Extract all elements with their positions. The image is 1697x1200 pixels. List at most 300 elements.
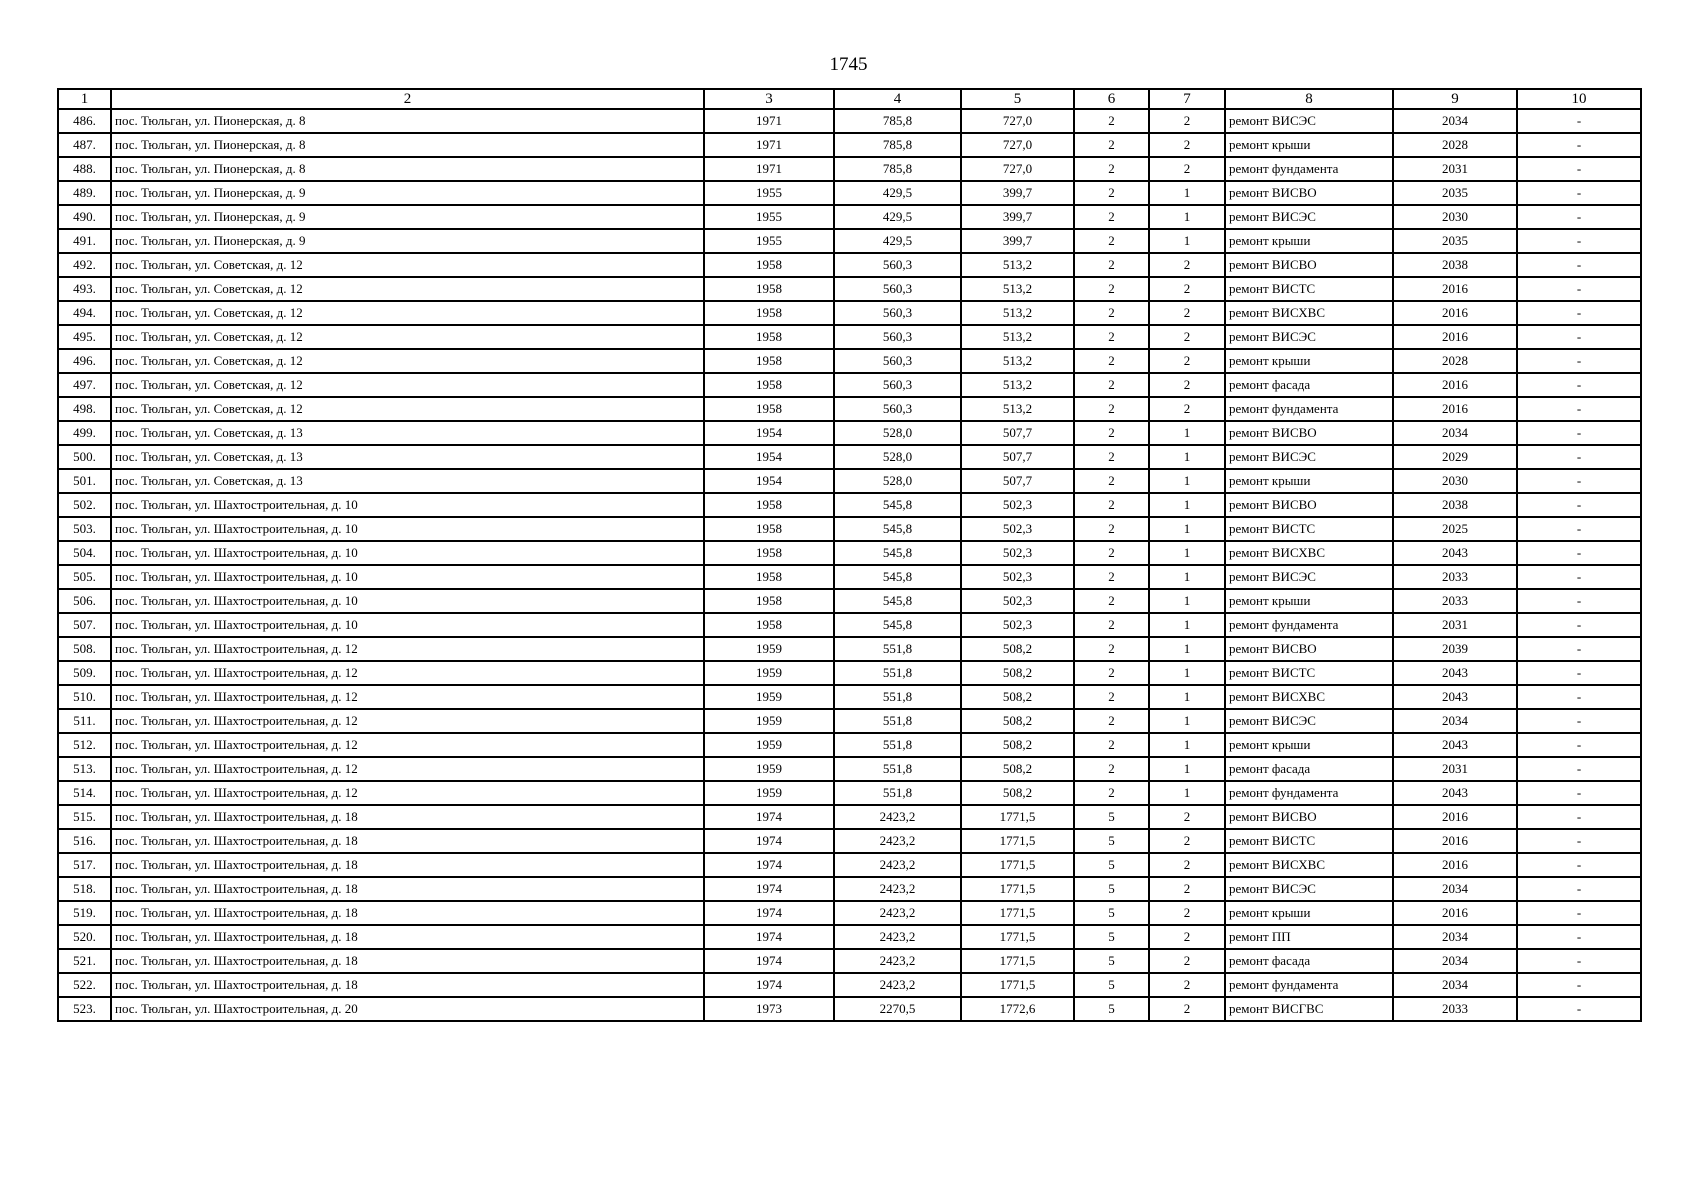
cell-total-area: 785,8 bbox=[834, 133, 961, 157]
cell-entrances: 1 bbox=[1149, 445, 1225, 469]
cell-living-area: 399,7 bbox=[961, 229, 1074, 253]
cell-floors: 2 bbox=[1074, 661, 1149, 685]
cell-work-type: ремонт крыши bbox=[1225, 469, 1393, 493]
cell-entrances: 1 bbox=[1149, 421, 1225, 445]
cell-build-year: 1959 bbox=[704, 709, 834, 733]
cell-note: - bbox=[1517, 397, 1641, 421]
cell-note: - bbox=[1517, 997, 1641, 1021]
cell-row-number: 516. bbox=[58, 829, 111, 853]
cell-row-number: 489. bbox=[58, 181, 111, 205]
cell-note: - bbox=[1517, 133, 1641, 157]
cell-note: - bbox=[1517, 373, 1641, 397]
column-header-entrances: 7 bbox=[1149, 89, 1225, 109]
cell-living-area: 513,2 bbox=[961, 373, 1074, 397]
cell-row-number: 509. bbox=[58, 661, 111, 685]
cell-row-number: 522. bbox=[58, 973, 111, 997]
cell-living-area: 1772,6 bbox=[961, 997, 1074, 1021]
cell-note: - bbox=[1517, 253, 1641, 277]
cell-note: - bbox=[1517, 829, 1641, 853]
cell-address: пос. Тюльган, ул. Советская, д. 12 bbox=[111, 277, 704, 301]
cell-floors: 5 bbox=[1074, 877, 1149, 901]
table-row bbox=[58, 253, 1641, 277]
cell-work-type: ремонт ВИСХВС bbox=[1225, 541, 1393, 565]
cell-work-type: ремонт ВИСВО bbox=[1225, 805, 1393, 829]
cell-total-area: 545,8 bbox=[834, 565, 961, 589]
cell-entrances: 2 bbox=[1149, 109, 1225, 133]
cell-note: - bbox=[1517, 877, 1641, 901]
cell-living-area: 513,2 bbox=[961, 325, 1074, 349]
cell-entrances: 2 bbox=[1149, 925, 1225, 949]
cell-living-area: 507,7 bbox=[961, 445, 1074, 469]
cell-floors: 2 bbox=[1074, 277, 1149, 301]
cell-planned-year: 2016 bbox=[1393, 301, 1517, 325]
cell-address: пос. Тюльган, ул. Советская, д. 12 bbox=[111, 397, 704, 421]
cell-address: пос. Тюльган, ул. Советская, д. 13 bbox=[111, 445, 704, 469]
table-row bbox=[58, 901, 1641, 925]
cell-planned-year: 2038 bbox=[1393, 493, 1517, 517]
cell-living-area: 513,2 bbox=[961, 397, 1074, 421]
cell-note: - bbox=[1517, 925, 1641, 949]
cell-note: - bbox=[1517, 445, 1641, 469]
cell-work-type: ремонт ВИСЭС bbox=[1225, 565, 1393, 589]
cell-total-area: 2423,2 bbox=[834, 973, 961, 997]
cell-living-area: 502,3 bbox=[961, 613, 1074, 637]
cell-floors: 2 bbox=[1074, 349, 1149, 373]
cell-planned-year: 2034 bbox=[1393, 949, 1517, 973]
cell-address: пос. Тюльган, ул. Шахтостроительная, д. 10 bbox=[111, 517, 704, 541]
cell-work-type: ремонт ВИСЭС bbox=[1225, 445, 1393, 469]
cell-total-area: 528,0 bbox=[834, 421, 961, 445]
cell-row-number: 488. bbox=[58, 157, 111, 181]
cell-entrances: 2 bbox=[1149, 373, 1225, 397]
cell-work-type: ремонт крыши bbox=[1225, 733, 1393, 757]
cell-living-area: 502,3 bbox=[961, 541, 1074, 565]
cell-address: пос. Тюльган, ул. Шахтостроительная, д. 12 bbox=[111, 733, 704, 757]
cell-total-area: 560,3 bbox=[834, 277, 961, 301]
column-header-note: 10 bbox=[1517, 89, 1641, 109]
cell-planned-year: 2033 bbox=[1393, 589, 1517, 613]
cell-row-number: 500. bbox=[58, 445, 111, 469]
cell-row-number: 507. bbox=[58, 613, 111, 637]
cell-address: пос. Тюльган, ул. Пионерская, д. 8 bbox=[111, 157, 704, 181]
table-row bbox=[58, 181, 1641, 205]
cell-address: пос. Тюльган, ул. Советская, д. 12 bbox=[111, 253, 704, 277]
cell-row-number: 492. bbox=[58, 253, 111, 277]
cell-entrances: 2 bbox=[1149, 877, 1225, 901]
cell-address: пос. Тюльган, ул. Шахтостроительная, д. 12 bbox=[111, 757, 704, 781]
table-body bbox=[58, 89, 1641, 1021]
cell-floors: 5 bbox=[1074, 997, 1149, 1021]
cell-row-number: 511. bbox=[58, 709, 111, 733]
cell-living-area: 1771,5 bbox=[961, 901, 1074, 925]
cell-floors: 5 bbox=[1074, 805, 1149, 829]
cell-total-area: 2423,2 bbox=[834, 853, 961, 877]
cell-row-number: 503. bbox=[58, 517, 111, 541]
cell-floors: 5 bbox=[1074, 901, 1149, 925]
table-row bbox=[58, 685, 1641, 709]
cell-address: пос. Тюльган, ул. Пионерская, д. 9 bbox=[111, 229, 704, 253]
cell-total-area: 785,8 bbox=[834, 109, 961, 133]
cell-address: пос. Тюльган, ул. Шахтостроительная, д. 10 bbox=[111, 589, 704, 613]
cell-work-type: ремонт ВИСЭС bbox=[1225, 109, 1393, 133]
cell-total-area: 545,8 bbox=[834, 541, 961, 565]
cell-living-area: 508,2 bbox=[961, 733, 1074, 757]
cell-work-type: ремонт фундамента bbox=[1225, 973, 1393, 997]
cell-build-year: 1958 bbox=[704, 325, 834, 349]
cell-floors: 2 bbox=[1074, 301, 1149, 325]
cell-note: - bbox=[1517, 277, 1641, 301]
header-row bbox=[58, 89, 1641, 109]
table-row bbox=[58, 877, 1641, 901]
cell-build-year: 1958 bbox=[704, 301, 834, 325]
cell-row-number: 513. bbox=[58, 757, 111, 781]
table-row bbox=[58, 829, 1641, 853]
cell-total-area: 528,0 bbox=[834, 445, 961, 469]
cell-total-area: 551,8 bbox=[834, 685, 961, 709]
cell-entrances: 2 bbox=[1149, 157, 1225, 181]
cell-note: - bbox=[1517, 949, 1641, 973]
cell-living-area: 508,2 bbox=[961, 709, 1074, 733]
cell-total-area: 545,8 bbox=[834, 517, 961, 541]
cell-total-area: 545,8 bbox=[834, 613, 961, 637]
cell-floors: 2 bbox=[1074, 469, 1149, 493]
cell-note: - bbox=[1517, 109, 1641, 133]
cell-planned-year: 2031 bbox=[1393, 157, 1517, 181]
cell-entrances: 1 bbox=[1149, 181, 1225, 205]
cell-floors: 2 bbox=[1074, 589, 1149, 613]
cell-planned-year: 2039 bbox=[1393, 637, 1517, 661]
column-header-planned-year: 9 bbox=[1393, 89, 1517, 109]
cell-build-year: 1974 bbox=[704, 805, 834, 829]
table-row bbox=[58, 757, 1641, 781]
cell-work-type: ремонт фасада bbox=[1225, 373, 1393, 397]
cell-build-year: 1958 bbox=[704, 493, 834, 517]
table-row bbox=[58, 397, 1641, 421]
cell-work-type: ремонт ВИСТС bbox=[1225, 661, 1393, 685]
cell-build-year: 1971 bbox=[704, 157, 834, 181]
cell-living-area: 508,2 bbox=[961, 661, 1074, 685]
cell-floors: 5 bbox=[1074, 949, 1149, 973]
cell-living-area: 399,7 bbox=[961, 181, 1074, 205]
cell-floors: 2 bbox=[1074, 709, 1149, 733]
cell-row-number: 495. bbox=[58, 325, 111, 349]
cell-work-type: ремонт крыши bbox=[1225, 349, 1393, 373]
cell-address: пос. Тюльган, ул. Шахтостроительная, д. 10 bbox=[111, 565, 704, 589]
cell-work-type: ремонт ВИСВО bbox=[1225, 421, 1393, 445]
cell-total-area: 551,8 bbox=[834, 661, 961, 685]
cell-total-area: 551,8 bbox=[834, 757, 961, 781]
cell-living-area: 727,0 bbox=[961, 157, 1074, 181]
cell-note: - bbox=[1517, 733, 1641, 757]
table-row bbox=[58, 469, 1641, 493]
cell-row-number: 493. bbox=[58, 277, 111, 301]
cell-build-year: 1971 bbox=[704, 133, 834, 157]
cell-entrances: 2 bbox=[1149, 301, 1225, 325]
cell-build-year: 1974 bbox=[704, 877, 834, 901]
cell-living-area: 1771,5 bbox=[961, 805, 1074, 829]
cell-living-area: 1771,5 bbox=[961, 853, 1074, 877]
cell-living-area: 507,7 bbox=[961, 421, 1074, 445]
cell-row-number: 499. bbox=[58, 421, 111, 445]
cell-address: пос. Тюльган, ул. Советская, д. 12 bbox=[111, 325, 704, 349]
cell-living-area: 1771,5 bbox=[961, 949, 1074, 973]
cell-row-number: 504. bbox=[58, 541, 111, 565]
cell-planned-year: 2034 bbox=[1393, 877, 1517, 901]
cell-floors: 2 bbox=[1074, 373, 1149, 397]
table-row bbox=[58, 781, 1641, 805]
cell-entrances: 1 bbox=[1149, 493, 1225, 517]
cell-row-number: 502. bbox=[58, 493, 111, 517]
cell-floors: 2 bbox=[1074, 133, 1149, 157]
cell-row-number: 508. bbox=[58, 637, 111, 661]
cell-note: - bbox=[1517, 757, 1641, 781]
cell-total-area: 2423,2 bbox=[834, 805, 961, 829]
cell-total-area: 429,5 bbox=[834, 229, 961, 253]
table-row bbox=[58, 805, 1641, 829]
cell-total-area: 545,8 bbox=[834, 493, 961, 517]
cell-build-year: 1954 bbox=[704, 421, 834, 445]
cell-row-number: 497. bbox=[58, 373, 111, 397]
cell-note: - bbox=[1517, 901, 1641, 925]
cell-work-type: ремонт крыши bbox=[1225, 589, 1393, 613]
table-row bbox=[58, 661, 1641, 685]
cell-living-area: 508,2 bbox=[961, 637, 1074, 661]
cell-living-area: 727,0 bbox=[961, 109, 1074, 133]
cell-address: пос. Тюльган, ул. Шахтостроительная, д. 18 bbox=[111, 925, 704, 949]
cell-build-year: 1958 bbox=[704, 349, 834, 373]
cell-entrances: 1 bbox=[1149, 517, 1225, 541]
cell-work-type: ремонт фундамента bbox=[1225, 157, 1393, 181]
cell-total-area: 785,8 bbox=[834, 157, 961, 181]
cell-planned-year: 2031 bbox=[1393, 757, 1517, 781]
table-row bbox=[58, 973, 1641, 997]
cell-entrances: 2 bbox=[1149, 997, 1225, 1021]
cell-work-type: ремонт крыши bbox=[1225, 229, 1393, 253]
cell-living-area: 507,7 bbox=[961, 469, 1074, 493]
cell-total-area: 551,8 bbox=[834, 781, 961, 805]
cell-entrances: 2 bbox=[1149, 853, 1225, 877]
cell-work-type: ремонт ВИСВО bbox=[1225, 253, 1393, 277]
cell-row-number: 494. bbox=[58, 301, 111, 325]
cell-entrances: 2 bbox=[1149, 349, 1225, 373]
cell-build-year: 1958 bbox=[704, 613, 834, 637]
cell-work-type: ремонт ВИСВО bbox=[1225, 493, 1393, 517]
cell-note: - bbox=[1517, 781, 1641, 805]
cell-floors: 5 bbox=[1074, 925, 1149, 949]
cell-living-area: 508,2 bbox=[961, 685, 1074, 709]
cell-entrances: 1 bbox=[1149, 541, 1225, 565]
cell-total-area: 2423,2 bbox=[834, 901, 961, 925]
cell-address: пос. Тюльган, ул. Шахтостроительная, д. 12 bbox=[111, 781, 704, 805]
cell-work-type: ремонт ВИСТС bbox=[1225, 277, 1393, 301]
cell-note: - bbox=[1517, 349, 1641, 373]
cell-note: - bbox=[1517, 517, 1641, 541]
cell-total-area: 560,3 bbox=[834, 325, 961, 349]
cell-note: - bbox=[1517, 661, 1641, 685]
cell-row-number: 501. bbox=[58, 469, 111, 493]
cell-floors: 2 bbox=[1074, 637, 1149, 661]
cell-note: - bbox=[1517, 565, 1641, 589]
cell-address: пос. Тюльган, ул. Шахтостроительная, д. 12 bbox=[111, 685, 704, 709]
cell-entrances: 2 bbox=[1149, 253, 1225, 277]
cell-build-year: 1974 bbox=[704, 901, 834, 925]
cell-address: пос. Тюльган, ул. Шахтостроительная, д. 18 bbox=[111, 973, 704, 997]
cell-address: пос. Тюльган, ул. Шахтостроительная, д. 20 bbox=[111, 997, 704, 1021]
table-row bbox=[58, 997, 1641, 1021]
cell-address: пос. Тюльган, ул. Шахтостроительная, д. 12 bbox=[111, 661, 704, 685]
column-header-floors: 6 bbox=[1074, 89, 1149, 109]
cell-address: пос. Тюльган, ул. Советская, д. 13 bbox=[111, 469, 704, 493]
repair-schedule-table bbox=[57, 88, 1642, 1022]
cell-floors: 2 bbox=[1074, 253, 1149, 277]
cell-address: пос. Тюльган, ул. Шахтостроительная, д. 10 bbox=[111, 613, 704, 637]
cell-work-type: ремонт ВИСХВС bbox=[1225, 853, 1393, 877]
cell-planned-year: 2038 bbox=[1393, 253, 1517, 277]
cell-planned-year: 2016 bbox=[1393, 277, 1517, 301]
cell-floors: 2 bbox=[1074, 757, 1149, 781]
cell-floors: 2 bbox=[1074, 109, 1149, 133]
cell-address: пос. Тюльган, ул. Пионерская, д. 9 bbox=[111, 181, 704, 205]
cell-address: пос. Тюльган, ул. Шахтостроительная, д. 18 bbox=[111, 901, 704, 925]
cell-note: - bbox=[1517, 301, 1641, 325]
cell-build-year: 1955 bbox=[704, 181, 834, 205]
cell-work-type: ремонт фундамента bbox=[1225, 613, 1393, 637]
table-row bbox=[58, 949, 1641, 973]
cell-address: пос. Тюльган, ул. Шахтостроительная, д. 18 bbox=[111, 949, 704, 973]
cell-planned-year: 2043 bbox=[1393, 685, 1517, 709]
cell-row-number: 523. bbox=[58, 997, 111, 1021]
cell-entrances: 1 bbox=[1149, 661, 1225, 685]
table-row bbox=[58, 205, 1641, 229]
cell-note: - bbox=[1517, 589, 1641, 613]
cell-total-area: 2423,2 bbox=[834, 829, 961, 853]
cell-entrances: 1 bbox=[1149, 733, 1225, 757]
cell-entrances: 1 bbox=[1149, 565, 1225, 589]
cell-entrances: 1 bbox=[1149, 589, 1225, 613]
cell-build-year: 1955 bbox=[704, 229, 834, 253]
table-row bbox=[58, 445, 1641, 469]
cell-entrances: 1 bbox=[1149, 757, 1225, 781]
cell-living-area: 502,3 bbox=[961, 517, 1074, 541]
cell-planned-year: 2016 bbox=[1393, 901, 1517, 925]
cell-living-area: 399,7 bbox=[961, 205, 1074, 229]
cell-planned-year: 2030 bbox=[1393, 205, 1517, 229]
column-header-living-area: 5 bbox=[961, 89, 1074, 109]
cell-entrances: 2 bbox=[1149, 277, 1225, 301]
cell-floors: 2 bbox=[1074, 733, 1149, 757]
table-row bbox=[58, 133, 1641, 157]
cell-entrances: 2 bbox=[1149, 325, 1225, 349]
cell-living-area: 727,0 bbox=[961, 133, 1074, 157]
cell-build-year: 1974 bbox=[704, 949, 834, 973]
cell-work-type: ремонт ВИСЭС bbox=[1225, 325, 1393, 349]
cell-note: - bbox=[1517, 421, 1641, 445]
cell-work-type: ремонт ПП bbox=[1225, 925, 1393, 949]
cell-planned-year: 2035 bbox=[1393, 229, 1517, 253]
cell-row-number: 517. bbox=[58, 853, 111, 877]
cell-build-year: 1958 bbox=[704, 565, 834, 589]
cell-floors: 5 bbox=[1074, 973, 1149, 997]
column-header-address: 2 bbox=[111, 89, 704, 109]
cell-address: пос. Тюльган, ул. Пионерская, д. 8 bbox=[111, 109, 704, 133]
cell-planned-year: 2035 bbox=[1393, 181, 1517, 205]
cell-total-area: 560,3 bbox=[834, 397, 961, 421]
cell-floors: 2 bbox=[1074, 781, 1149, 805]
cell-floors: 2 bbox=[1074, 181, 1149, 205]
cell-row-number: 491. bbox=[58, 229, 111, 253]
cell-build-year: 1959 bbox=[704, 685, 834, 709]
cell-planned-year: 2034 bbox=[1393, 973, 1517, 997]
table-row bbox=[58, 157, 1641, 181]
cell-total-area: 2423,2 bbox=[834, 877, 961, 901]
cell-row-number: 498. bbox=[58, 397, 111, 421]
cell-address: пос. Тюльган, ул. Шахтостроительная, д. 18 bbox=[111, 853, 704, 877]
cell-entrances: 1 bbox=[1149, 613, 1225, 637]
cell-build-year: 1973 bbox=[704, 997, 834, 1021]
cell-planned-year: 2030 bbox=[1393, 469, 1517, 493]
cell-work-type: ремонт фасада bbox=[1225, 949, 1393, 973]
cell-build-year: 1959 bbox=[704, 661, 834, 685]
cell-floors: 2 bbox=[1074, 685, 1149, 709]
cell-total-area: 551,8 bbox=[834, 637, 961, 661]
cell-total-area: 560,3 bbox=[834, 253, 961, 277]
cell-note: - bbox=[1517, 973, 1641, 997]
cell-floors: 2 bbox=[1074, 445, 1149, 469]
cell-entrances: 1 bbox=[1149, 229, 1225, 253]
cell-entrances: 1 bbox=[1149, 205, 1225, 229]
cell-total-area: 2423,2 bbox=[834, 949, 961, 973]
cell-work-type: ремонт ВИСХВС bbox=[1225, 301, 1393, 325]
cell-note: - bbox=[1517, 493, 1641, 517]
cell-build-year: 1954 bbox=[704, 469, 834, 493]
table-row bbox=[58, 541, 1641, 565]
cell-work-type: ремонт крыши bbox=[1225, 901, 1393, 925]
cell-planned-year: 2034 bbox=[1393, 421, 1517, 445]
cell-floors: 2 bbox=[1074, 421, 1149, 445]
cell-build-year: 1974 bbox=[704, 829, 834, 853]
cell-work-type: ремонт ВИСВО bbox=[1225, 181, 1393, 205]
cell-planned-year: 2043 bbox=[1393, 541, 1517, 565]
cell-build-year: 1958 bbox=[704, 253, 834, 277]
cell-entrances: 1 bbox=[1149, 637, 1225, 661]
cell-total-area: 551,8 bbox=[834, 709, 961, 733]
cell-planned-year: 2016 bbox=[1393, 829, 1517, 853]
cell-planned-year: 2043 bbox=[1393, 661, 1517, 685]
cell-entrances: 2 bbox=[1149, 829, 1225, 853]
cell-total-area: 429,5 bbox=[834, 181, 961, 205]
cell-total-area: 2423,2 bbox=[834, 925, 961, 949]
cell-note: - bbox=[1517, 469, 1641, 493]
cell-floors: 2 bbox=[1074, 517, 1149, 541]
cell-address: пос. Тюльган, ул. Пионерская, д. 8 bbox=[111, 133, 704, 157]
cell-floors: 5 bbox=[1074, 829, 1149, 853]
cell-total-area: 560,3 bbox=[834, 301, 961, 325]
table-row bbox=[58, 109, 1641, 133]
cell-work-type: ремонт ВИСТС bbox=[1225, 517, 1393, 541]
cell-row-number: 515. bbox=[58, 805, 111, 829]
cell-planned-year: 2029 bbox=[1393, 445, 1517, 469]
cell-build-year: 1971 bbox=[704, 109, 834, 133]
table-row bbox=[58, 565, 1641, 589]
cell-build-year: 1958 bbox=[704, 541, 834, 565]
cell-work-type: ремонт фундамента bbox=[1225, 397, 1393, 421]
cell-entrances: 1 bbox=[1149, 781, 1225, 805]
cell-row-number: 505. bbox=[58, 565, 111, 589]
cell-planned-year: 2034 bbox=[1393, 709, 1517, 733]
cell-row-number: 506. bbox=[58, 589, 111, 613]
cell-work-type: ремонт ВИСЭС bbox=[1225, 877, 1393, 901]
cell-note: - bbox=[1517, 805, 1641, 829]
